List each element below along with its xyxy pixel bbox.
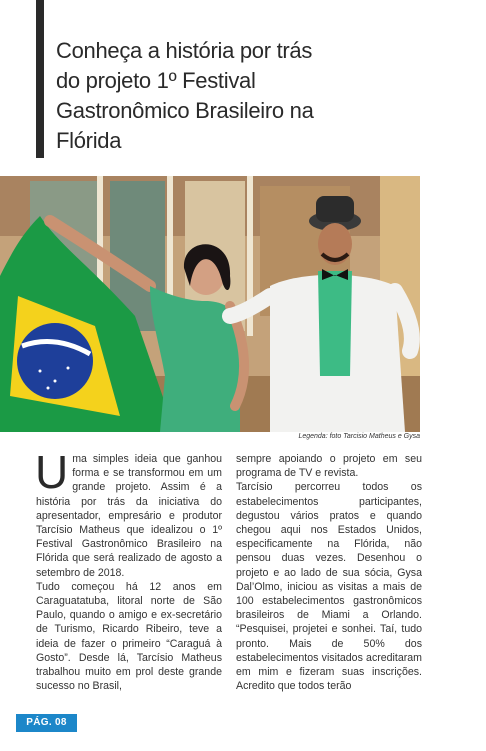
drop-cap: U [35,446,69,498]
article-paragraph: Tarcísio percorreu todos os estabelecimentos participantes, degustou vários pratos e quando chegou aqui nos Estados Unidos, especificamente na Flórida, não pensou duas vezes. Desenhou o projeto e ao lado de sua sócia, Gysa Dal’Olmo, iniciou as visitas a mais de 100 estabelecimentos gastronômicos brasileiros de Miami a Orlando. “Pesquisei, projetei e sonhei. Taí, tudo pronto. Mais de 50% dos estabelecimentos visitados acreditaram em mim e fizeram suas inscrições. Acredito que todos terão [236,481,422,693]
article-photo [0,176,420,432]
article-paragraph: Uma simples ideia que ganhou forma e se transformou em um grande projeto. Assim é a história por trás da iniciativa do apresentador, empresário e produtor Tarcísio Matheus que idealizou o 1º Festival Gastronômico Brasileiro na Flórida que será realizado de agosto a setembro de 2018. [35,446,222,579]
article-title: Conheça a história por trás do projeto 1º Festival Gastronômico Brasileiro na Flórida [56,38,314,153]
page-number-badge: PÁG. 08 [16,714,77,732]
article-column-right [236,452,422,693]
photo-illustration [0,176,420,432]
title-accent-bar [36,0,44,158]
article-column-left [35,446,222,693]
photo-caption: Legenda: foto Tarcisio Matheus e Gysa [298,433,420,440]
article-paragraph: sempre apoiando o projeto em seu programa de TV e revista. [236,453,422,480]
article-paragraph: Tudo começou há 12 anos em Caraguatatuba, litoral norte de São Paulo, quando o amigo e ex-secretário de Turismo, Ricardo Ribeiro, teve a ideia de fazer o primeiro “Caraguá à Gosto”. Desde lá, Tarcísio Matheus trabalhou muito em prol deste grande sucesso no Brasil, [36,580,222,693]
